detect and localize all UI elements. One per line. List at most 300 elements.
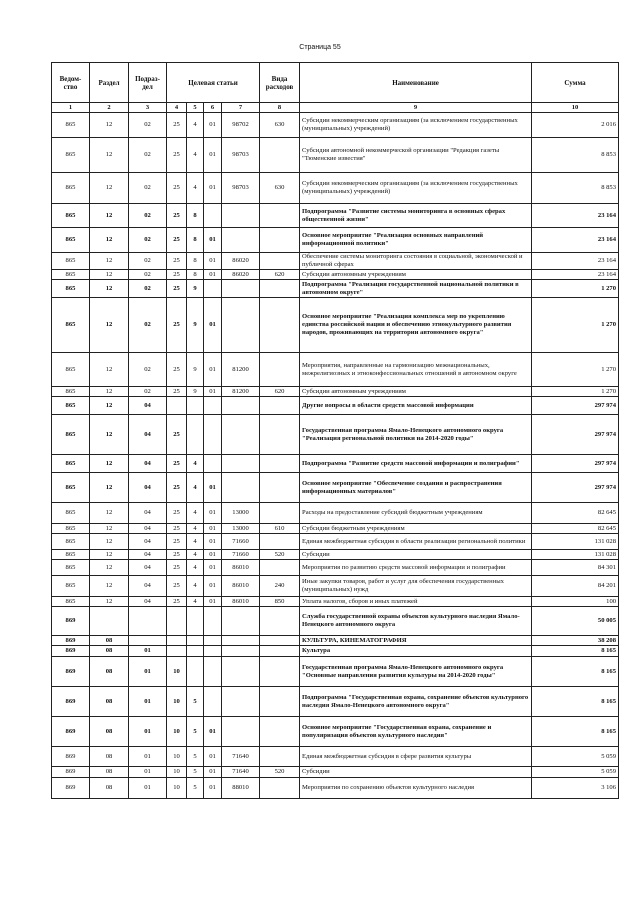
cell-name: Подпрограмма "Развитие системы мониторинга в основных сферах общественной жизни" (300, 204, 532, 228)
table-row (52, 747, 619, 767)
cell-raz (90, 607, 129, 636)
cell-t3 (204, 646, 222, 657)
cell-t3 (204, 687, 222, 717)
cell-t2: 4 (187, 473, 204, 503)
cell-raz: 12 (90, 280, 129, 298)
cell-raz: 12 (90, 576, 129, 597)
cell-t4: 86020 (222, 270, 260, 280)
cell-raz: 12 (90, 138, 129, 173)
cell-t4 (222, 228, 260, 253)
cell-ved: 865 (52, 270, 90, 280)
cell-pod: 01 (129, 657, 167, 687)
cell-t2 (187, 415, 204, 455)
cell-pod: 04 (129, 597, 167, 607)
cell-t3: 01 (204, 270, 222, 280)
cell-pod (129, 636, 167, 646)
cell-pod: 04 (129, 576, 167, 597)
cell-vid (260, 397, 300, 415)
cell-t1: 10 (167, 747, 187, 767)
table-row (52, 138, 619, 173)
col-number: 5 (187, 103, 204, 113)
cell-t4 (222, 204, 260, 228)
cell-sum: 23 164 (532, 204, 619, 228)
cell-vid (260, 534, 300, 550)
cell-raz: 08 (90, 657, 129, 687)
cell-t1: 25 (167, 503, 187, 524)
cell-name: Основное мероприятие "Реализация основных направлений информационной политики" (300, 228, 532, 253)
cell-ved: 869 (52, 687, 90, 717)
cell-t2: 8 (187, 204, 204, 228)
cell-raz: 12 (90, 270, 129, 280)
cell-name: Субсидии (300, 550, 532, 560)
table-row (52, 657, 619, 687)
cell-ved: 865 (52, 576, 90, 597)
cell-raz: 12 (90, 113, 129, 138)
cell-name: Основное мероприятие "Реализация комплекса мер по укреплению единства российской нации и обеспечению этнокультурного развития народов, проживающих на территории автономного округа" (300, 298, 532, 353)
cell-ved: 865 (52, 173, 90, 204)
cell-t1: 10 (167, 687, 187, 717)
table-row (52, 597, 619, 607)
table-row (52, 646, 619, 657)
cell-ved: 869 (52, 778, 90, 799)
cell-name: Субсидии автономным учреждениям (300, 270, 532, 280)
cell-name: КУЛЬТУРА, КИНЕМАТОГРАФИЯ (300, 636, 532, 646)
cell-t3: 01 (204, 113, 222, 138)
table-row (52, 397, 619, 415)
cell-vid (260, 687, 300, 717)
cell-t3: 01 (204, 353, 222, 387)
col-number: 2 (90, 103, 129, 113)
cell-t4: 71660 (222, 550, 260, 560)
cell-name: Государственная программа Ямало-Ненецкого автономного округа "Реализация региональной политики на 2014-2020 годы" (300, 415, 532, 455)
cell-t4 (222, 636, 260, 646)
cell-t4: 13000 (222, 524, 260, 534)
cell-sum: 38 208 (532, 636, 619, 646)
cell-t2: 4 (187, 113, 204, 138)
cell-raz: 12 (90, 473, 129, 503)
cell-t2: 5 (187, 778, 204, 799)
cell-name: Обеспечение системы мониторинга состояния в социальной, экономической и публичной сферах (300, 253, 532, 270)
cell-t1: 10 (167, 767, 187, 778)
cell-t4: 86010 (222, 560, 260, 576)
cell-t3: 01 (204, 778, 222, 799)
cell-t2: 8 (187, 253, 204, 270)
cell-vid: 520 (260, 550, 300, 560)
cell-t2: 4 (187, 455, 204, 473)
cell-t4: 86010 (222, 597, 260, 607)
cell-sum: 5 059 (532, 747, 619, 767)
cell-raz: 12 (90, 397, 129, 415)
cell-pod: 01 (129, 687, 167, 717)
cell-sum: 82 645 (532, 503, 619, 524)
cell-raz: 12 (90, 455, 129, 473)
cell-t2: 9 (187, 387, 204, 397)
cell-t1 (167, 607, 187, 636)
cell-t1: 25 (167, 138, 187, 173)
cell-t1: 10 (167, 778, 187, 799)
cell-vid (260, 138, 300, 173)
cell-name: Субсидии бюджетным учреждениям (300, 524, 532, 534)
table-row (52, 607, 619, 636)
table-row (52, 253, 619, 270)
cell-vid (260, 204, 300, 228)
cell-sum: 1 270 (532, 353, 619, 387)
cell-t3: 01 (204, 253, 222, 270)
cell-raz: 12 (90, 204, 129, 228)
table-row (52, 687, 619, 717)
cell-sum: 8 853 (532, 173, 619, 204)
cell-raz: 12 (90, 550, 129, 560)
cell-raz: 12 (90, 503, 129, 524)
cell-raz: 08 (90, 778, 129, 799)
cell-t1: 25 (167, 560, 187, 576)
table-row (52, 353, 619, 387)
cell-t3 (204, 204, 222, 228)
cell-pod: 02 (129, 298, 167, 353)
cell-pod: 02 (129, 270, 167, 280)
cell-pod: 04 (129, 415, 167, 455)
cell-name: Расходы на предоставление субсидий бюджетным учреждениям (300, 503, 532, 524)
cell-t3 (204, 607, 222, 636)
cell-vid: 630 (260, 113, 300, 138)
cell-pod (129, 607, 167, 636)
header-target: Целевая статьи (167, 63, 260, 103)
cell-t1: 10 (167, 717, 187, 747)
cell-t1: 25 (167, 524, 187, 534)
table-row (52, 415, 619, 455)
cell-sum: 82 645 (532, 524, 619, 534)
cell-t3: 01 (204, 387, 222, 397)
cell-pod: 04 (129, 550, 167, 560)
cell-sum: 8 853 (532, 138, 619, 173)
cell-raz: 08 (90, 747, 129, 767)
cell-sum: 3 106 (532, 778, 619, 799)
cell-vid (260, 473, 300, 503)
cell-name: Субсидии некоммерческим организациям (за исключением государственных (муниципальных) учреждений) (300, 173, 532, 204)
header-name: Наименование (300, 63, 532, 103)
cell-vid (260, 353, 300, 387)
cell-vid (260, 415, 300, 455)
cell-ved: 865 (52, 524, 90, 534)
cell-vid: 610 (260, 524, 300, 534)
cell-t4: 86010 (222, 576, 260, 597)
cell-sum: 1 270 (532, 387, 619, 397)
table-body (52, 113, 619, 799)
cell-t3: 01 (204, 503, 222, 524)
table-row (52, 204, 619, 228)
cell-vid (260, 636, 300, 646)
cell-t2: 5 (187, 687, 204, 717)
cell-t1: 25 (167, 280, 187, 298)
cell-ved: 865 (52, 455, 90, 473)
cell-t4 (222, 298, 260, 353)
cell-t2 (187, 397, 204, 415)
cell-ved: 869 (52, 717, 90, 747)
cell-t2: 4 (187, 560, 204, 576)
cell-t4 (222, 397, 260, 415)
cell-t3 (204, 415, 222, 455)
cell-name: Государственная программа Ямало-Ненецкого автономного округа "Основные направления развития культуры на 2014-2020 годы" (300, 657, 532, 687)
cell-name: Подпрограмма "Развитие средств массовой информации и полиграфии" (300, 455, 532, 473)
cell-t3: 01 (204, 228, 222, 253)
cell-ved: 865 (52, 550, 90, 560)
cell-t1: 25 (167, 173, 187, 204)
cell-t3 (204, 657, 222, 687)
cell-pod: 04 (129, 560, 167, 576)
cell-pod: 04 (129, 397, 167, 415)
cell-ved: 869 (52, 607, 90, 636)
cell-t2 (187, 646, 204, 657)
cell-t4 (222, 717, 260, 747)
cell-t3: 01 (204, 597, 222, 607)
cell-vid (260, 298, 300, 353)
cell-t3: 01 (204, 767, 222, 778)
cell-ved: 869 (52, 646, 90, 657)
cell-t4: 86020 (222, 253, 260, 270)
cell-ved: 865 (52, 397, 90, 415)
cell-t3: 01 (204, 473, 222, 503)
cell-pod: 01 (129, 717, 167, 747)
cell-raz: 08 (90, 767, 129, 778)
cell-pod: 01 (129, 747, 167, 767)
cell-sum: 297 974 (532, 455, 619, 473)
cell-pod: 02 (129, 204, 167, 228)
cell-ved: 865 (52, 253, 90, 270)
budget-table (51, 62, 619, 799)
cell-sum: 1 270 (532, 280, 619, 298)
cell-name: Основное мероприятие "Обеспечение создания и распространения информационных материалов" (300, 473, 532, 503)
cell-t3: 01 (204, 173, 222, 204)
cell-t1: 25 (167, 415, 187, 455)
cell-t2: 4 (187, 524, 204, 534)
table-row (52, 113, 619, 138)
cell-pod: 02 (129, 353, 167, 387)
cell-sum: 131 028 (532, 550, 619, 560)
table-row (52, 717, 619, 747)
cell-t1: 25 (167, 253, 187, 270)
page-number: Страница 55 (299, 44, 341, 51)
cell-raz: 12 (90, 353, 129, 387)
cell-sum: 5 059 (532, 767, 619, 778)
header-vedomstvo: Ведом-ство (52, 63, 90, 103)
cell-raz: 08 (90, 646, 129, 657)
cell-raz: 12 (90, 597, 129, 607)
cell-t1: 25 (167, 270, 187, 280)
cell-t2: 9 (187, 298, 204, 353)
cell-pod: 01 (129, 778, 167, 799)
cell-ved: 865 (52, 387, 90, 397)
cell-t2: 5 (187, 717, 204, 747)
cell-raz: 12 (90, 173, 129, 204)
cell-vid (260, 503, 300, 524)
table-row (52, 270, 619, 280)
cell-t2: 9 (187, 280, 204, 298)
cell-ved: 869 (52, 747, 90, 767)
cell-t4: 71640 (222, 747, 260, 767)
cell-pod: 04 (129, 503, 167, 524)
cell-pod: 04 (129, 524, 167, 534)
cell-t2: 4 (187, 138, 204, 173)
cell-t1: 25 (167, 597, 187, 607)
cell-sum: 84 201 (532, 576, 619, 597)
cell-vid (260, 607, 300, 636)
cell-t4: 98703 (222, 173, 260, 204)
cell-t2: 9 (187, 353, 204, 387)
cell-name: Мероприятия по сохранению объектов культурного наследия (300, 778, 532, 799)
cell-t4 (222, 657, 260, 687)
cell-sum: 50 005 (532, 607, 619, 636)
cell-ved: 865 (52, 113, 90, 138)
cell-t3: 01 (204, 717, 222, 747)
cell-t4 (222, 646, 260, 657)
table-row (52, 387, 619, 397)
cell-ved: 865 (52, 228, 90, 253)
cell-sum: 8 165 (532, 646, 619, 657)
cell-sum: 131 028 (532, 534, 619, 550)
cell-t3: 01 (204, 747, 222, 767)
cell-t4: 13000 (222, 503, 260, 524)
cell-t1: 25 (167, 473, 187, 503)
cell-vid: 620 (260, 387, 300, 397)
cell-t2: 4 (187, 173, 204, 204)
cell-raz: 12 (90, 298, 129, 353)
cell-ved: 869 (52, 636, 90, 646)
cell-pod: 04 (129, 455, 167, 473)
cell-ved: 869 (52, 657, 90, 687)
col-number: 6 (204, 103, 222, 113)
column-number-row (52, 103, 619, 113)
cell-sum: 23 164 (532, 270, 619, 280)
cell-t3: 01 (204, 550, 222, 560)
cell-raz: 12 (90, 228, 129, 253)
cell-vid (260, 280, 300, 298)
cell-ved: 865 (52, 204, 90, 228)
cell-t4 (222, 687, 260, 717)
cell-pod: 01 (129, 767, 167, 778)
cell-raz: 08 (90, 687, 129, 717)
cell-name: Другие вопросы в области средств массовой информации (300, 397, 532, 415)
cell-sum: 23 164 (532, 253, 619, 270)
cell-sum: 297 974 (532, 397, 619, 415)
cell-name: Уплата налогов, сборов и иных платежей (300, 597, 532, 607)
cell-t2: 5 (187, 747, 204, 767)
cell-sum: 8 165 (532, 687, 619, 717)
cell-raz: 12 (90, 534, 129, 550)
cell-raz: 12 (90, 415, 129, 455)
cell-t3: 01 (204, 576, 222, 597)
cell-name: Основное мероприятие "Государственная охрана, сохранение и популяризация объектов культурного наследия" (300, 717, 532, 747)
table-row (52, 473, 619, 503)
cell-t2: 4 (187, 576, 204, 597)
table-row (52, 173, 619, 204)
table-row (52, 280, 619, 298)
cell-sum: 8 165 (532, 717, 619, 747)
cell-pod: 02 (129, 253, 167, 270)
cell-t2 (187, 657, 204, 687)
col-number: 3 (129, 103, 167, 113)
col-number: 10 (532, 103, 619, 113)
col-number: 9 (300, 103, 532, 113)
cell-t3: 01 (204, 534, 222, 550)
cell-t4 (222, 473, 260, 503)
cell-t4: 98702 (222, 113, 260, 138)
cell-t1 (167, 646, 187, 657)
cell-vid (260, 646, 300, 657)
cell-t4: 81200 (222, 353, 260, 387)
cell-name: Иные закупки товаров, работ и услуг для обеспечения государственных (муниципальных) нужд (300, 576, 532, 597)
cell-name: Субсидии (300, 767, 532, 778)
cell-sum: 8 165 (532, 657, 619, 687)
cell-sum: 297 974 (532, 415, 619, 455)
cell-sum: 1 270 (532, 298, 619, 353)
cell-sum: 297 974 (532, 473, 619, 503)
cell-name: Субсидия автономной некоммерческой организации "Редакция газеты "Тюменские известия" (300, 138, 532, 173)
cell-t2 (187, 636, 204, 646)
cell-t1: 25 (167, 353, 187, 387)
cell-pod: 02 (129, 280, 167, 298)
col-number: 7 (222, 103, 260, 113)
cell-t1: 25 (167, 534, 187, 550)
cell-pod: 02 (129, 173, 167, 204)
cell-t1: 25 (167, 204, 187, 228)
header-sum: Сумма (532, 63, 619, 103)
cell-t2: 5 (187, 767, 204, 778)
header-row (52, 63, 619, 103)
cell-ved: 865 (52, 534, 90, 550)
col-number: 4 (167, 103, 187, 113)
cell-t1 (167, 397, 187, 415)
cell-sum: 84 301 (532, 560, 619, 576)
cell-vid (260, 657, 300, 687)
cell-ved: 865 (52, 560, 90, 576)
cell-ved: 865 (52, 353, 90, 387)
cell-name: Подпрограмма "Государственная охрана, сохранение объектов культурного наследия Ямало-Ненецкого автономного округа" (300, 687, 532, 717)
table-row (52, 576, 619, 597)
cell-pod: 02 (129, 387, 167, 397)
cell-name: Единая межбюджетная субсидия в сфере развития культуры (300, 747, 532, 767)
table-row (52, 550, 619, 560)
cell-ved: 869 (52, 767, 90, 778)
cell-raz: 08 (90, 636, 129, 646)
cell-vid (260, 228, 300, 253)
cell-t3 (204, 455, 222, 473)
table-row (52, 455, 619, 473)
cell-raz: 12 (90, 560, 129, 576)
cell-vid (260, 778, 300, 799)
cell-t1 (167, 636, 187, 646)
cell-name: Мероприятия, направленные на гармонизацию межнациональных, межрелигиозных и этноконфессиональных отношений в автономном округе (300, 353, 532, 387)
cell-t3: 01 (204, 298, 222, 353)
col-number: 8 (260, 103, 300, 113)
cell-vid (260, 560, 300, 576)
cell-vid (260, 747, 300, 767)
cell-t4 (222, 415, 260, 455)
cell-ved: 865 (52, 138, 90, 173)
table-row (52, 534, 619, 550)
table-row (52, 778, 619, 799)
header-vid: Вида расходов (260, 63, 300, 103)
cell-t4: 71640 (222, 767, 260, 778)
table-row (52, 636, 619, 646)
cell-raz: 08 (90, 717, 129, 747)
cell-t1: 25 (167, 113, 187, 138)
cell-ved: 865 (52, 280, 90, 298)
cell-sum: 23 164 (532, 228, 619, 253)
cell-vid: 850 (260, 597, 300, 607)
cell-vid: 520 (260, 767, 300, 778)
col-number: 1 (52, 103, 90, 113)
cell-name: Подпрограмма "Реализация государственной национальной политики в автономном округе" (300, 280, 532, 298)
